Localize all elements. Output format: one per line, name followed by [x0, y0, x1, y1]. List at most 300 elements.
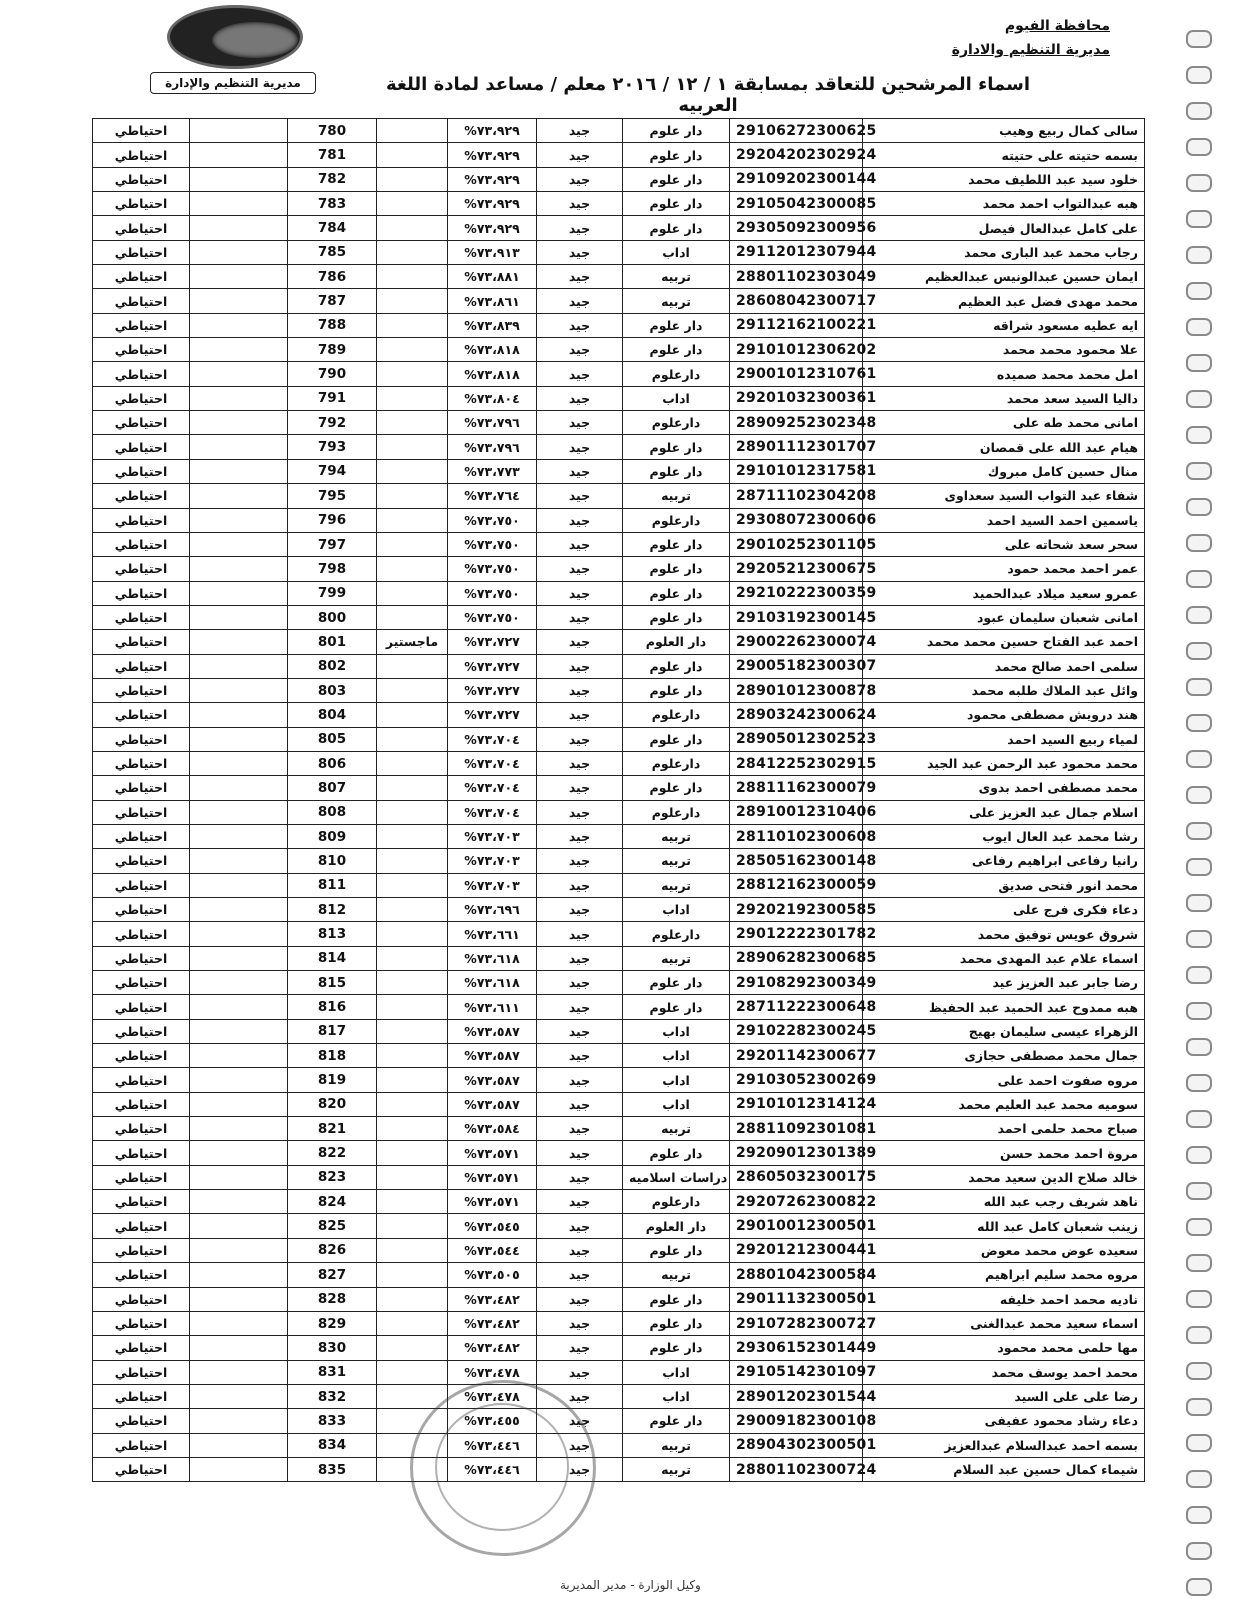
national-id-cell: 29207262300822: [730, 1190, 863, 1214]
name-cell: صباح محمد حلمى احمد: [863, 1117, 1145, 1141]
rank-cell: 787: [288, 289, 377, 313]
table-row: [93, 971, 1145, 995]
name-cell: هند درويش مصطفى محمود: [863, 703, 1145, 727]
faculty-cell: اداب: [623, 240, 730, 264]
note-cell: [377, 1068, 448, 1092]
national-id-cell: 29101012306202: [730, 338, 863, 362]
national-id-cell: 29102282300245: [730, 1019, 863, 1043]
national-id-cell: 29005182300307: [730, 654, 863, 678]
table-row: [93, 167, 1145, 191]
rank-cell: 801: [288, 630, 377, 654]
status-cell: احتياطي: [93, 1311, 190, 1335]
table-row: [93, 1044, 1145, 1068]
name-cell: هبه عبدالتواب احمد محمد: [863, 192, 1145, 216]
grade-cell: جيد: [537, 1190, 623, 1214]
note-cell: [377, 362, 448, 386]
faculty-cell: دراسات اسلاميه: [623, 1165, 730, 1189]
national-id-cell: 28605032300175: [730, 1165, 863, 1189]
name-cell: سلمى احمد صالح محمد: [863, 654, 1145, 678]
blank-cell: [190, 265, 288, 289]
name-cell: ناديه محمد احمد خليفه: [863, 1287, 1145, 1311]
faculty-cell: دار علوم: [623, 971, 730, 995]
grade-cell: جيد: [537, 192, 623, 216]
rank-cell: 797: [288, 532, 377, 556]
binder-ring-icon: [1186, 138, 1212, 156]
blank-cell: [190, 1092, 288, 1116]
rank-cell: 793: [288, 435, 377, 459]
percentage-cell: %٧٣،٧٢٧: [448, 630, 537, 654]
blank-cell: [190, 362, 288, 386]
status-cell: احتياطي: [93, 703, 190, 727]
percentage-cell: %٧٣،٧٠٣: [448, 873, 537, 897]
national-id-cell: 29107282300727: [730, 1311, 863, 1335]
name-cell: خلود سيد عبد اللطيف محمد: [863, 167, 1145, 191]
name-cell: رانيا رفاعى ابراهيم رفاعى: [863, 849, 1145, 873]
status-cell: احتياطي: [93, 508, 190, 532]
name-cell: رجاب محمد عبد البارى محمد: [863, 240, 1145, 264]
status-cell: احتياطي: [93, 265, 190, 289]
status-cell: احتياطي: [93, 922, 190, 946]
national-id-cell: 28906282300685: [730, 946, 863, 970]
rank-cell: 786: [288, 265, 377, 289]
national-id-cell: 29105142301097: [730, 1360, 863, 1384]
rank-cell: 784: [288, 216, 377, 240]
percentage-cell: %٧٣،٦١٨: [448, 971, 537, 995]
table-row: [93, 751, 1145, 775]
note-cell: [377, 1141, 448, 1165]
binder-ring-icon: [1186, 102, 1212, 120]
table-row: [93, 143, 1145, 167]
percentage-cell: %٧٣،٧٧٣: [448, 459, 537, 483]
grade-cell: جيد: [537, 1360, 623, 1384]
faculty-cell: تربيه: [623, 1457, 730, 1481]
national-id-cell: 28811162300079: [730, 776, 863, 800]
national-id-cell: 29308072300606: [730, 508, 863, 532]
blank-cell: [190, 338, 288, 362]
national-id-cell: 28901012300878: [730, 678, 863, 702]
name-cell: ايه عطيه مسعود شراقه: [863, 313, 1145, 337]
rank-cell: 806: [288, 751, 377, 775]
binder-ring-icon: [1186, 642, 1212, 660]
blank-cell: [190, 143, 288, 167]
note-cell: [377, 581, 448, 605]
note-cell: [377, 1092, 448, 1116]
status-cell: احتياطي: [93, 800, 190, 824]
note-cell: [377, 1311, 448, 1335]
note-cell: [377, 751, 448, 775]
binder-ring-icon: [1186, 1002, 1212, 1020]
national-id-cell: 28412252302915: [730, 751, 863, 775]
grade-cell: جيد: [537, 703, 623, 727]
blank-cell: [190, 1165, 288, 1189]
national-id-cell: 29011132300501: [730, 1287, 863, 1311]
status-cell: احتياطي: [93, 1433, 190, 1457]
faculty-cell: دارعلوم: [623, 411, 730, 435]
grade-cell: جيد: [537, 411, 623, 435]
grade-cell: جيد: [537, 532, 623, 556]
percentage-cell: %٧٣،٨٣٩: [448, 313, 537, 337]
percentage-cell: %٧٣،٤٤٦: [448, 1433, 537, 1457]
name-cell: سعيده عوض محمد معوض: [863, 1238, 1145, 1262]
faculty-cell: دار العلوم: [623, 630, 730, 654]
faculty-cell: دار علوم: [623, 654, 730, 678]
table-row: [93, 1384, 1145, 1408]
note-cell: [377, 532, 448, 556]
rank-cell: 810: [288, 849, 377, 873]
note-cell: [377, 386, 448, 410]
note-cell: [377, 289, 448, 313]
faculty-cell: تربيه: [623, 1433, 730, 1457]
grade-cell: جيد: [537, 119, 623, 143]
name-cell: هيام عبد الله على قمصان: [863, 435, 1145, 459]
table-row: [93, 265, 1145, 289]
blank-cell: [190, 119, 288, 143]
national-id-cell: 28905012302523: [730, 727, 863, 751]
status-cell: احتياطي: [93, 167, 190, 191]
binder-ring-icon: [1186, 174, 1212, 192]
status-cell: احتياطي: [93, 1336, 190, 1360]
national-id-cell: 29103192300145: [730, 605, 863, 629]
national-id-cell: 29012222301782: [730, 922, 863, 946]
faculty-cell: دار علوم: [623, 1141, 730, 1165]
binder-ring-icon: [1186, 462, 1212, 480]
faculty-cell: دار علوم: [623, 727, 730, 751]
national-id-cell: 29201212300441: [730, 1238, 863, 1262]
percentage-cell: %٧٣،٧٠٤: [448, 727, 537, 751]
status-cell: احتياطي: [93, 1092, 190, 1116]
table-row: [93, 508, 1145, 532]
grade-cell: جيد: [537, 265, 623, 289]
national-id-cell: 28711222300648: [730, 995, 863, 1019]
faculty-cell: تربيه: [623, 1263, 730, 1287]
national-id-cell: 28608042300717: [730, 289, 863, 313]
binder-ring-icon: [1186, 822, 1212, 840]
status-cell: احتياطي: [93, 459, 190, 483]
name-cell: احمد عبد الفتاح حسين محمد محمد: [863, 630, 1145, 654]
status-cell: احتياطي: [93, 1263, 190, 1287]
table-row: [93, 435, 1145, 459]
binder-ring-icon: [1186, 1290, 1212, 1308]
note-cell: [377, 143, 448, 167]
note-cell: [377, 1287, 448, 1311]
status-cell: احتياطي: [93, 557, 190, 581]
national-id-cell: 28801102300724: [730, 1457, 863, 1481]
blank-cell: [190, 946, 288, 970]
national-id-cell: 29010012300501: [730, 1214, 863, 1238]
status-cell: احتياطي: [93, 484, 190, 508]
status-cell: احتياطي: [93, 313, 190, 337]
status-cell: احتياطي: [93, 386, 190, 410]
blank-cell: [190, 751, 288, 775]
blank-cell: [190, 1336, 288, 1360]
note-cell: [377, 922, 448, 946]
blank-cell: [190, 1384, 288, 1408]
name-cell: محمد محمود عبد الرحمن عبد الجيد: [863, 751, 1145, 775]
status-cell: احتياطي: [93, 532, 190, 556]
grade-cell: جيد: [537, 167, 623, 191]
binder-ring-icon: [1186, 246, 1212, 264]
rank-cell: 802: [288, 654, 377, 678]
faculty-cell: دار علوم: [623, 119, 730, 143]
blank-cell: [190, 1214, 288, 1238]
table-row: [93, 727, 1145, 751]
rank-cell: 785: [288, 240, 377, 264]
status-cell: احتياطي: [93, 1141, 190, 1165]
table-row: [93, 386, 1145, 410]
name-cell: شيماء كمال حسين عبد السلام: [863, 1457, 1145, 1481]
note-cell: [377, 824, 448, 848]
blank-cell: [190, 703, 288, 727]
percentage-cell: %٧٣،٥٧١: [448, 1165, 537, 1189]
national-id-cell: 29201032300361: [730, 386, 863, 410]
percentage-cell: %٧٣،٨٦١: [448, 289, 537, 313]
name-cell: منال حسين كامل مبروك: [863, 459, 1145, 483]
binder-ring-icon: [1186, 1470, 1212, 1488]
blank-cell: [190, 605, 288, 629]
name-cell: محمد مصطفى احمد بدوى: [863, 776, 1145, 800]
percentage-cell: %٧٣،٧٢٧: [448, 654, 537, 678]
status-cell: احتياطي: [93, 776, 190, 800]
governorate-label: محافظة الفيوم: [1004, 18, 1110, 34]
table-row: [93, 922, 1145, 946]
grade-cell: جيد: [537, 995, 623, 1019]
table-row: [93, 1165, 1145, 1189]
blank-cell: [190, 240, 288, 264]
grade-cell: جيد: [537, 581, 623, 605]
faculty-cell: دار علوم: [623, 678, 730, 702]
rank-cell: 803: [288, 678, 377, 702]
status-cell: احتياطي: [93, 1165, 190, 1189]
name-cell: علا محمود محمد محمد: [863, 338, 1145, 362]
percentage-cell: %٧٣،٥٨٧: [448, 1019, 537, 1043]
grade-cell: جيد: [537, 751, 623, 775]
note-cell: [377, 1190, 448, 1214]
percentage-cell: %٧٣،٧٥٠: [448, 508, 537, 532]
name-cell: شروق عويس توفيق محمد: [863, 922, 1145, 946]
grade-cell: جيد: [537, 1311, 623, 1335]
blank-cell: [190, 192, 288, 216]
name-cell: محمد مهدى فضل عبد العظيم: [863, 289, 1145, 313]
national-id-cell: 28801102303049: [730, 265, 863, 289]
blank-cell: [190, 1457, 288, 1481]
national-id-cell: 29101012314124: [730, 1092, 863, 1116]
status-cell: احتياطي: [93, 338, 190, 362]
note-cell: [377, 1263, 448, 1287]
faculty-cell: تربيه: [623, 849, 730, 873]
faculty-cell: دار العلوم: [623, 1214, 730, 1238]
binder-ring-icon: [1186, 1146, 1212, 1164]
percentage-cell: %٧٣،٥٤٤: [448, 1238, 537, 1262]
binder-ring-icon: [1186, 858, 1212, 876]
status-cell: احتياطي: [93, 824, 190, 848]
rank-cell: 830: [288, 1336, 377, 1360]
table-row: [93, 1238, 1145, 1262]
blank-cell: [190, 459, 288, 483]
name-cell: رضا على على السيد: [863, 1384, 1145, 1408]
blank-cell: [190, 1409, 288, 1433]
national-id-cell: 28711102304208: [730, 484, 863, 508]
table-row: [93, 873, 1145, 897]
grade-cell: جيد: [537, 946, 623, 970]
note-cell: [377, 873, 448, 897]
rank-cell: 825: [288, 1214, 377, 1238]
rank-cell: 790: [288, 362, 377, 386]
grade-cell: جيد: [537, 362, 623, 386]
status-cell: احتياطي: [93, 678, 190, 702]
percentage-cell: %٧٣،٧٩٦: [448, 411, 537, 435]
grade-cell: جيد: [537, 873, 623, 897]
status-cell: احتياطي: [93, 581, 190, 605]
note-cell: [377, 459, 448, 483]
faculty-cell: دار علوم: [623, 557, 730, 581]
name-cell: دعاء رشاد محمود عفيفى: [863, 1409, 1145, 1433]
table-row: [93, 703, 1145, 727]
faculty-cell: دارعلوم: [623, 800, 730, 824]
note-cell: [377, 265, 448, 289]
table-row: [93, 824, 1145, 848]
table-row: [93, 1433, 1145, 1457]
grade-cell: جيد: [537, 1263, 623, 1287]
national-id-cell: 29108292300349: [730, 971, 863, 995]
note-cell: [377, 484, 448, 508]
name-cell: ناهد شريف رجب عبد الله: [863, 1190, 1145, 1214]
note-cell: [377, 727, 448, 751]
rank-cell: 792: [288, 411, 377, 435]
binder-ring-icon: [1186, 786, 1212, 804]
national-id-cell: 29112162100221: [730, 313, 863, 337]
faculty-cell: اداب: [623, 1384, 730, 1408]
blank-cell: [190, 1068, 288, 1092]
blank-cell: [190, 1141, 288, 1165]
name-cell: سحر سعد شحاته على: [863, 532, 1145, 556]
table-row: [93, 289, 1145, 313]
binder-ring-icon: [1186, 1506, 1212, 1524]
rank-cell: 823: [288, 1165, 377, 1189]
blank-cell: [190, 1019, 288, 1043]
name-cell: مها حلمى محمد محمود: [863, 1336, 1145, 1360]
blank-cell: [190, 1311, 288, 1335]
status-cell: احتياطي: [93, 1287, 190, 1311]
table-row: [93, 338, 1145, 362]
grade-cell: جيد: [537, 727, 623, 751]
note-cell: [377, 703, 448, 727]
rank-cell: 795: [288, 484, 377, 508]
faculty-cell: دار علوم: [623, 1311, 730, 1335]
binder-ring-icon: [1186, 750, 1212, 768]
table-row: [93, 1336, 1145, 1360]
table-row: [93, 240, 1145, 264]
note-cell: [377, 898, 448, 922]
faculty-cell: تربيه: [623, 946, 730, 970]
rank-cell: 794: [288, 459, 377, 483]
rank-cell: 782: [288, 167, 377, 191]
binder-rings: [1170, 0, 1240, 1607]
national-id-cell: 29204202302924: [730, 143, 863, 167]
grade-cell: جيد: [537, 1019, 623, 1043]
national-id-cell: 28801042300584: [730, 1263, 863, 1287]
status-cell: احتياطي: [93, 898, 190, 922]
binder-ring-icon: [1186, 1038, 1212, 1056]
blank-cell: [190, 435, 288, 459]
rank-cell: 822: [288, 1141, 377, 1165]
faculty-cell: تربيه: [623, 289, 730, 313]
percentage-cell: %٧٣،٥٧١: [448, 1190, 537, 1214]
table-row: [93, 849, 1145, 873]
candidates-table: [92, 118, 1145, 1482]
grade-cell: جيد: [537, 1214, 623, 1238]
faculty-cell: دار علوم: [623, 1336, 730, 1360]
blank-cell: [190, 971, 288, 995]
percentage-cell: %٧٣،٥٨٧: [448, 1068, 537, 1092]
blank-cell: [190, 1360, 288, 1384]
table-row: [93, 898, 1145, 922]
status-cell: احتياطي: [93, 1384, 190, 1408]
grade-cell: جيد: [537, 1141, 623, 1165]
grade-cell: جيد: [537, 971, 623, 995]
grade-cell: جيد: [537, 1165, 623, 1189]
percentage-cell: %٧٣،٦١٨: [448, 946, 537, 970]
blank-cell: [190, 1238, 288, 1262]
percentage-cell: %٧٣،٩٢٩: [448, 192, 537, 216]
table-row: [93, 313, 1145, 337]
binder-ring-icon: [1186, 606, 1212, 624]
faculty-cell: دار علوم: [623, 435, 730, 459]
status-cell: احتياطي: [93, 119, 190, 143]
binder-ring-icon: [1186, 282, 1212, 300]
grade-cell: جيد: [537, 508, 623, 532]
grade-cell: جيد: [537, 1287, 623, 1311]
binder-ring-icon: [1186, 1434, 1212, 1452]
note-cell: [377, 800, 448, 824]
name-cell: امانى محمد طه على: [863, 411, 1145, 435]
status-cell: احتياطي: [93, 630, 190, 654]
rank-cell: 828: [288, 1287, 377, 1311]
grade-cell: جيد: [537, 338, 623, 362]
rank-cell: 831: [288, 1360, 377, 1384]
binder-ring-icon: [1186, 1542, 1212, 1560]
percentage-cell: %٧٣،٧٥٠: [448, 557, 537, 581]
blank-cell: [190, 289, 288, 313]
table-row: [93, 362, 1145, 386]
faculty-cell: دار علوم: [623, 605, 730, 629]
rank-cell: 800: [288, 605, 377, 629]
blank-cell: [190, 386, 288, 410]
national-id-cell: 29010252301105: [730, 532, 863, 556]
binder-ring-icon: [1186, 354, 1212, 372]
blank-cell: [190, 824, 288, 848]
grade-cell: جيد: [537, 557, 623, 581]
status-cell: احتياطي: [93, 1068, 190, 1092]
percentage-cell: %٧٣،٨١٨: [448, 362, 537, 386]
signature-line: وكيل الوزارة - مدير المديرية: [560, 1578, 701, 1592]
name-cell: سالى كمال ربيع وهيب: [863, 119, 1145, 143]
name-cell: شفاء عبد التواب السيد سعداوى: [863, 484, 1145, 508]
rank-cell: 789: [288, 338, 377, 362]
faculty-cell: دارعلوم: [623, 703, 730, 727]
national-id-cell: 28901202301544: [730, 1384, 863, 1408]
grade-cell: جيد: [537, 849, 623, 873]
grade-cell: جيد: [537, 1117, 623, 1141]
table-row: [93, 411, 1145, 435]
grade-cell: جيد: [537, 240, 623, 264]
grade-cell: جيد: [537, 898, 623, 922]
name-cell: سوميه محمد عبد العليم محمد: [863, 1092, 1145, 1116]
name-cell: مروه محمد سليم ابراهيم: [863, 1263, 1145, 1287]
table-row: [93, 776, 1145, 800]
grade-cell: جيد: [537, 216, 623, 240]
status-cell: احتياطي: [93, 240, 190, 264]
percentage-cell: %٧٣،٥٨٧: [448, 1044, 537, 1068]
